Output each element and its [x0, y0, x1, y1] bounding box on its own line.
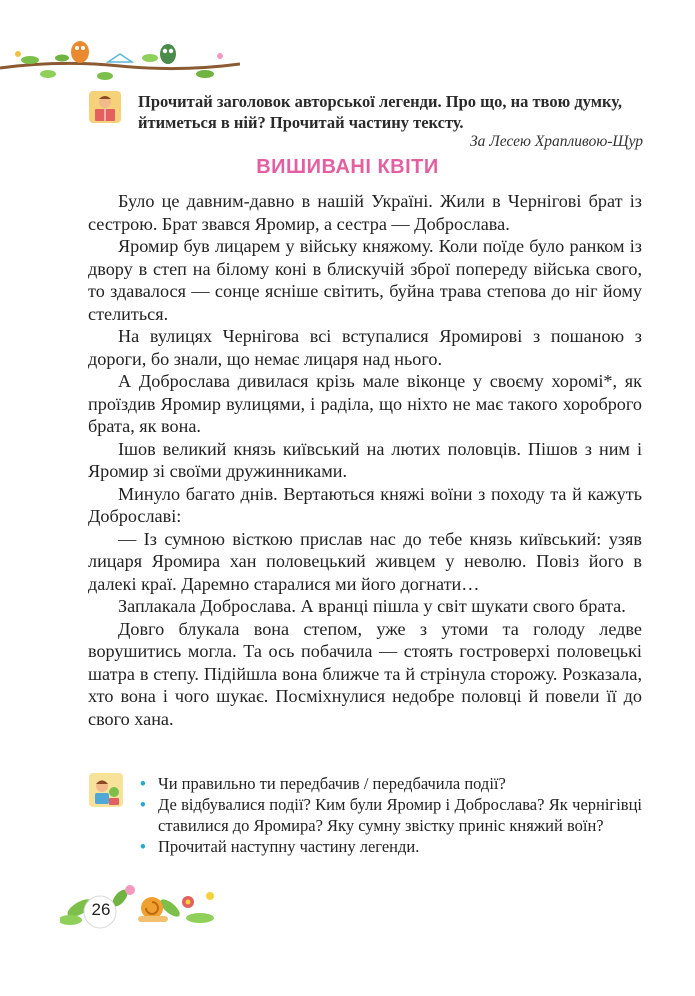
page-number: 26 — [91, 900, 111, 919]
question-text: Прочитай наступну частину легенди. — [158, 837, 420, 856]
story-paragraph: Довго блукала вона степом, уже з утоми та голоду ледве ворушитись могла. Та ось побачила — стоять гостроверхі половецькі шатра в степу. Підійшла вона ближче та й стрінула сторожу. Розказала, хто вона і чого шукає. Посміхнулися недобре половці й повели її до свого хана. — [88, 618, 642, 729]
footer-flowers-decoration — [60, 868, 220, 933]
bullet-icon: • — [140, 774, 146, 793]
legend-title: ВИШИВАНІ КВІТИ — [256, 156, 439, 178]
story-paragraph: Ішов великий князь київський на лютих половців. Пішов з ним і Яромир зі своїми дружинниками. — [88, 438, 642, 481]
bullet-icon: • — [140, 795, 146, 814]
question-item — [140, 836, 642, 857]
question-text: Чи правильно ти передбачив / передбачила події? — [158, 774, 506, 793]
header-branch-decoration — [0, 30, 240, 85]
story-paragraph: А Доброслава дивилася крізь мале віконце у своєму хоромі*, як проїздив Яромир вулицями, і раділа, що ніхто не має такого хороброго брата, як вона. — [88, 371, 642, 436]
story-paragraph: Було це давним-давно в нашій Україні. Жили в Чернігові брат із сестрою. Брат звався Яромир, а сестра — Доброслава. — [88, 191, 642, 234]
question-text: Де відбувалися події? Ким були Яромир і Доброслава? Як чернігівці ставилися до Яромира? Яку сумну звістку приніс княжий воїн? — [158, 795, 642, 835]
author-attribution: За Лесею Храпливою-Щур — [469, 133, 643, 150]
intro-task-text: Прочитай заголовок авторської легенди. Про що, на твою думку, йтиметься в ній? Прочитай частину тексту. — [138, 92, 622, 132]
questions-list — [140, 773, 642, 857]
bullet-icon: • — [140, 837, 146, 856]
reading-task-icon — [88, 90, 122, 124]
story-paragraph: Заплакала Доброслава. А вранці пішла у світ шукати свого брата. — [118, 596, 626, 616]
story-paragraph: Минуло багато днів. Вертаються княжі воїни з походу та й кажуть Доброславі: — [88, 483, 642, 526]
question-item — [140, 773, 642, 794]
question-item — [140, 794, 642, 836]
story-paragraph: На вулицях Чернігова всі вступалися Яромирові з пошаною з дороги, бо знали, що немає лицаря над нього. — [88, 326, 642, 369]
story-text — [88, 190, 642, 730]
story-paragraph: — Із сумною вісткою прислав нас до тебе князь київський: узяв лицаря Яромира хан половецький живцем у неволю. Повіз його в далекі краї. Даремно старалися ми його догнати… — [88, 528, 642, 594]
discussion-task-icon — [88, 772, 124, 808]
story-paragraph: Яромир був лицарем у війську княжому. Коли поїде було ранком із двору в степ на білому коні в блискучій зброї попереду війська свого, то здавалося — сонце ясніше світить, буйна трава степова до ніг йому стелиться. — [88, 236, 642, 324]
